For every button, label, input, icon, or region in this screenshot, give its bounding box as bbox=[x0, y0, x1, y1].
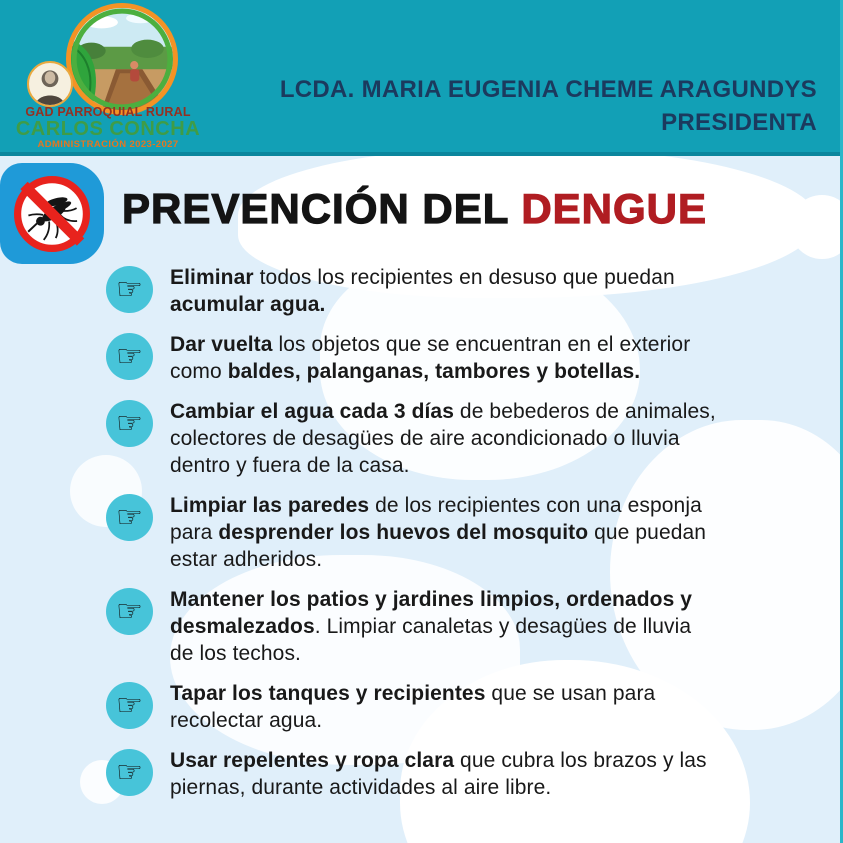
no-mosquito-badge bbox=[0, 163, 104, 264]
header-bar bbox=[0, 0, 843, 156]
pointing-hand-icon: ☞ bbox=[106, 400, 153, 447]
org-admin-period: ADMINISTRACIÓN 2023-2027 bbox=[37, 139, 179, 151]
tip-text: Tapar los tanques y recipientes que se usan para recolectar agua. bbox=[170, 682, 656, 732]
org-name-line1: GAD PARROQUIAL RURAL bbox=[25, 105, 191, 119]
tip-text: Eliminar todos los recipientes en desuso que puedan acumular agua. bbox=[170, 266, 675, 316]
tip-text: Limpiar las paredes de los recipientes con una esponja para desprender los huevos del mosquito que puedan estar adheridos. bbox=[170, 494, 707, 571]
tip-text: Cambiar el agua cada 3 días de bebederos de animales, colectores de desagües de aire acondicionado o lluvia dentro y fuera de la casa. bbox=[170, 400, 716, 477]
tip-item bbox=[106, 331, 718, 385]
tip-item bbox=[106, 264, 718, 318]
logo-portrait-icon bbox=[27, 61, 73, 107]
background-blob bbox=[790, 195, 843, 259]
portrait-silhouette bbox=[29, 63, 71, 105]
org-name-line2: CARLOS CONCHA bbox=[15, 118, 201, 141]
tip-text: Usar repelentes y ropa clara que cubra los brazos y las piernas, durante actividades al aire libre. bbox=[170, 749, 707, 799]
tip-text: Mantener los patios y jardines limpios, ordenados y desmalezados. Limpiar canaletas y desagües de lluvia de los techos. bbox=[170, 588, 693, 665]
tip-item bbox=[106, 492, 718, 573]
pointing-hand-icon: ☞ bbox=[106, 494, 153, 541]
org-name-block bbox=[6, 106, 210, 150]
pointing-hand-icon: ☞ bbox=[106, 333, 153, 380]
tips-list bbox=[106, 264, 718, 801]
official-role: PRESIDENTA bbox=[661, 109, 817, 136]
pointing-hand-icon: ☞ bbox=[106, 588, 153, 635]
no-mosquito-sign-icon bbox=[12, 174, 92, 254]
official-name: LCDA. MARIA EUGENIA CHEME ARAGUNDYS bbox=[279, 76, 817, 103]
page-title bbox=[122, 185, 707, 233]
tip-item bbox=[106, 586, 718, 667]
tip-item bbox=[106, 398, 718, 479]
org-logo bbox=[0, 0, 220, 156]
pointing-hand-icon: ☞ bbox=[106, 682, 153, 729]
pointing-hand-icon: ☞ bbox=[106, 749, 153, 796]
tip-item bbox=[106, 747, 718, 801]
pointing-hand-icon: ☞ bbox=[106, 266, 153, 313]
title-highlight: DENGUE bbox=[521, 185, 708, 232]
landscape-graphic bbox=[71, 8, 173, 110]
tip-text: Dar vuelta los objetos que se encuentran en el exterior como baldes, palanganas, tambores y botellas. bbox=[170, 333, 691, 383]
official-name-block bbox=[280, 76, 817, 137]
tip-item bbox=[106, 680, 718, 734]
title-prefix: PREVENCIÓN DEL bbox=[122, 185, 509, 232]
logo-landscape-icon bbox=[66, 3, 178, 115]
